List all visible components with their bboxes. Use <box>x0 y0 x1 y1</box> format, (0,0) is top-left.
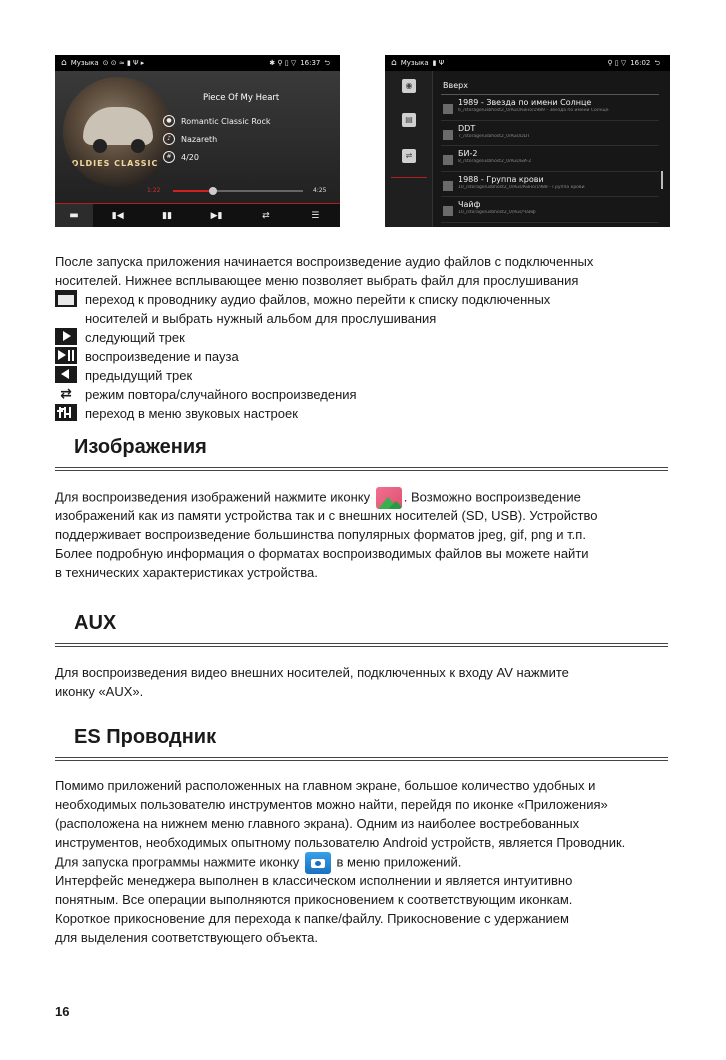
status-indicators: ⊙ ⊙ ≈ ▮ Ψ ▸ <box>102 59 145 67</box>
progress-bar[interactable] <box>173 190 303 192</box>
folder-name: 1989 - Звезда по имени Солнце <box>458 98 592 107</box>
eq-button[interactable]: ☰ <box>311 210 320 221</box>
pause-button[interactable]: ▮▮ <box>162 210 173 221</box>
player-controls <box>55 203 340 227</box>
legend-text: режим повтора/случайного воспроизведения <box>85 387 357 402</box>
player-view <box>55 71 340 227</box>
legend-text: носителей и выбрать нужный альбом для прослушивания <box>85 311 437 326</box>
progress-fill <box>173 190 213 192</box>
intro-line: носителей. Нижнее всплывающее меню позволяет выбрать файл для прослушивания <box>55 273 579 288</box>
car-image <box>83 107 153 145</box>
prev-button[interactable]: ▮◀ <box>111 210 124 221</box>
legend-item-eq <box>55 404 298 423</box>
track-number-icon: # <box>163 151 175 163</box>
repeat-icon: ⇄ <box>60 385 72 401</box>
aux-text-line: иконку «AUX». <box>55 684 144 699</box>
section-divider <box>55 757 668 761</box>
folder-list <box>441 79 659 223</box>
back-icon[interactable]: ⮌ <box>654 59 660 67</box>
es-text: Для запуска программы нажмите иконку <box>55 854 300 870</box>
folder-path: 8_/storage/usbhost2_0/Rus/БИ-2 <box>458 159 532 164</box>
es-text-line: Интерфейс менеджера выполнен в классическом исполнении и является интуитивно <box>55 873 573 888</box>
album-name: Romantic Classic Rock <box>181 116 271 126</box>
prev-track-icon <box>55 366 77 383</box>
status-time: 16:02 <box>630 59 651 67</box>
status-right-icons: ✱ ⚲ ▯ ▽ <box>269 59 297 67</box>
status-indicators: ▮ Ψ <box>432 59 445 67</box>
legend-item-folder <box>55 290 550 328</box>
back-icon[interactable]: ⮌ <box>324 59 330 67</box>
folder-item[interactable] <box>441 172 659 198</box>
legend-text: переход к проводнику аудио файлов, можно перейти к списку подключенных <box>85 292 551 307</box>
folder-name: DDT <box>458 123 476 133</box>
status-app-name: Музыка <box>70 59 99 67</box>
intro-line: После запуска приложения начинается воспроизведение аудио файлов с подключенных <box>55 254 594 269</box>
images-text: . Возможно воспроизведение <box>403 489 581 505</box>
usb-source-icon[interactable]: ⇌ <box>402 149 416 163</box>
legend-text: предыдущий трек <box>85 368 193 383</box>
folder-checkbox[interactable] <box>443 155 453 165</box>
page-number: 16 <box>55 1004 70 1019</box>
legend-text: воспроизведение и пауза <box>85 349 239 364</box>
folder-path: 6_/storage/usbhost2_0/Rus/Кино/1989 - Звезда по имени Солнце <box>458 108 609 113</box>
album-art <box>63 77 173 187</box>
progress-knob[interactable] <box>209 187 217 195</box>
status-right-icons: ⚲ ▯ ▽ <box>607 59 627 67</box>
es-text-line: (расположена на нижнем меню главного экрана). Одним из наиболее востребованных <box>55 816 580 831</box>
status-bar <box>55 55 340 71</box>
folder-item[interactable] <box>441 121 659 147</box>
active-source-indicator <box>391 177 427 178</box>
images-text-line: Более подробную информация о форматах воспроизводимых файлов вы можете найти <box>55 546 589 561</box>
legend-item-repeat <box>55 385 357 404</box>
es-text-line: понятным. Все операции выполняются прикосновением к соответствующим иконкам. <box>55 892 573 907</box>
source-sidebar <box>385 71 433 227</box>
folder-item[interactable] <box>441 146 659 172</box>
disc-icon: ● <box>163 115 175 127</box>
images-text-line: в технических характеристиках устройства. <box>55 565 318 580</box>
section-title-aux: AUX <box>74 612 117 634</box>
legend-item-prev <box>55 366 192 385</box>
up-folder-item[interactable]: Вверх <box>441 79 659 95</box>
equalizer-icon <box>55 404 77 421</box>
browser-view <box>385 71 670 227</box>
legend-text: переход в меню звуковых настроек <box>85 406 298 421</box>
artist-icon: ♪ <box>163 133 175 145</box>
section-divider <box>55 467 668 471</box>
es-text-line: Помимо приложений расположенных на главном экране, большое количество удобных и <box>55 778 596 793</box>
es-text-line: Короткое прикосновение для перехода к папке/файлу. Прикосновение с удержанием <box>55 911 569 926</box>
disc-source-icon[interactable]: ◉ <box>402 79 416 93</box>
folder-name: БИ-2 <box>458 149 478 158</box>
play-pause-icon <box>55 347 77 364</box>
folder-path: 7_/storage/usbhost2_0/Rus/DDT <box>458 133 530 139</box>
sd-source-icon[interactable]: ▤ <box>402 113 416 127</box>
status-bar <box>385 55 670 71</box>
folder-item[interactable] <box>441 95 659 121</box>
section-title-images: Изображения <box>74 436 207 458</box>
total-time: 4:25 <box>313 187 327 194</box>
legend-item-play-pause <box>55 347 239 366</box>
folder-icon <box>55 290 77 307</box>
section-divider <box>55 643 668 647</box>
album-row <box>163 115 271 127</box>
images-text: Для воспроизведения изображений нажмите иконку <box>55 489 371 505</box>
next-track-icon <box>55 328 77 345</box>
track-title: Piece Of My Heart <box>203 93 280 103</box>
folder-name: Чайф <box>458 200 481 209</box>
music-player-screenshot <box>55 55 340 227</box>
folder-checkbox[interactable] <box>443 206 453 216</box>
es-text-line: для выделения соответствующего объекта. <box>55 930 318 945</box>
home-icon[interactable]: ⌂ <box>61 58 67 68</box>
music-browser-screenshot <box>385 55 670 227</box>
legend-item-next <box>55 328 185 347</box>
folder-name: 1988 - Группа крови <box>458 174 544 184</box>
folder-checkbox[interactable] <box>443 130 453 140</box>
track-index: 4/20 <box>181 152 199 162</box>
status-time: 16:37 <box>300 59 321 67</box>
images-text-line: поддерживает воспроизведение большинства популярных форматов jpeg, gif, png и т.п. <box>55 527 586 542</box>
artist-name: Nazareth <box>181 134 218 144</box>
folder-checkbox[interactable] <box>443 104 453 114</box>
aux-text-line: Для воспроизведения видео внешних носителей, подключенных к входу AV нажмите <box>55 665 569 680</box>
folder-item[interactable] <box>441 197 659 223</box>
folder-path: 10_/storage/usbhost2_0/Rus/Чайф <box>458 210 536 215</box>
folder-button[interactable]: ▬ <box>55 204 93 228</box>
scrollbar[interactable] <box>661 171 663 189</box>
home-icon[interactable]: ⌂ <box>391 58 397 68</box>
artist-row <box>163 133 217 145</box>
legend-text: следующий трек <box>85 330 185 345</box>
section-title-es-explorer: ES Проводник <box>74 726 217 748</box>
es-text-line: инструментов, необходимых опытному пользователю Android устройств, является Проводник. <box>55 835 626 850</box>
current-time: 1:22 <box>147 187 161 194</box>
es-text: в меню приложений. <box>336 854 462 870</box>
es-text-line: необходимых пользователю инструментов можно найти, перейдя по иконке «Приложения» <box>55 797 608 812</box>
track-index-row <box>163 151 199 163</box>
folder-checkbox[interactable] <box>443 181 453 191</box>
folder-path: 10_/storage/usbhost2_0/Rus/Кино/1988 - Группа крови <box>458 184 585 190</box>
status-app-name: Музыка <box>400 59 429 67</box>
next-button[interactable]: ▶▮ <box>210 210 223 221</box>
album-art-text: OLDIES CLASSIC <box>71 159 159 168</box>
images-text-line: изображений как из памяти устройства так и с внешних носителей (SD, USB). Устройство <box>55 508 598 523</box>
repeat-button[interactable]: ⇄ <box>262 210 270 221</box>
